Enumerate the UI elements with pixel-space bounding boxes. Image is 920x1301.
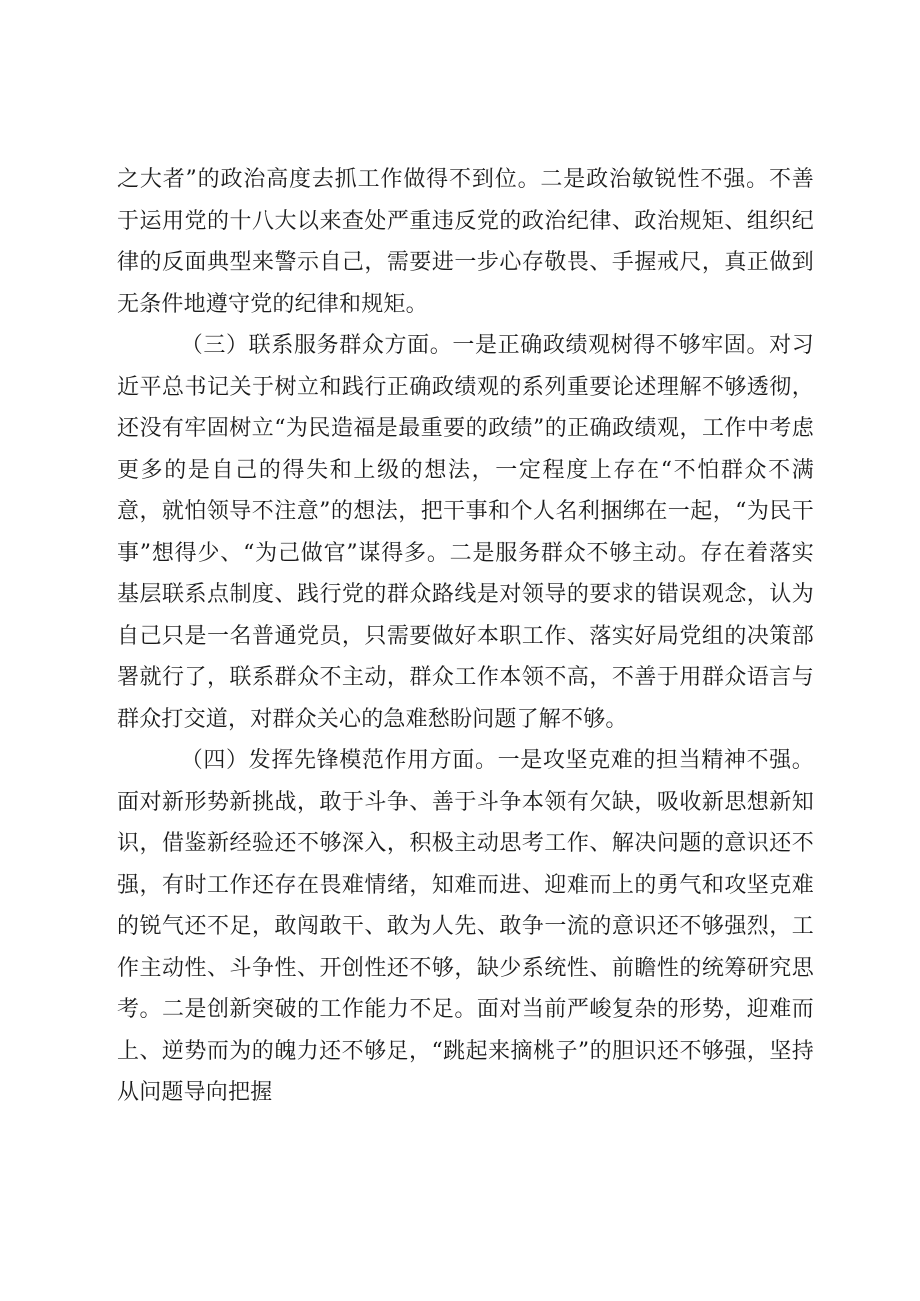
document-body	[117, 159, 814, 1114]
paragraph-section-3-mass-contact: （三）联系服务群众方面。一是正确政绩观树得不够牢固。对习近平总书记关于树立和践行正确政绩观的系列重要论述理解不够透彻，还没有牢固树立“为民造福是最重要的政绩”的正确政绩观，工作中考虑更多的是自己的得失和上级的想法，一定程度上存在“不怕群众不满意，就怕领导不注意”的想法，把干事和个人名利捆绑在一起，“为民干事”想得少、“为己做官”谋得多。二是服务群众不够主动。存在着落实基层联系点制度、践行党的群众路线是对领导的要求的错误观念，认为自己只是一名普通党员，只需要做好本职工作、落实好局党组的决策部署就行了，联系群众不主动，群众工作本领不高，不善于用群众语言与群众打交道，对群众关心的急难愁盼问题了解不够。	[117, 333, 814, 732]
paragraph-continuation: 之大者”的政治高度去抓工作做得不到位。二是政治敏锐性不强。不善于运用党的十八大以来查处严重违反党的政治纪律、政治规矩、组织纪律的反面典型来警示自己，需要进一步心存敬畏、手握戒尺，真正做到无条件地遵守党的纪律和规矩。	[117, 167, 814, 317]
paragraph-section-4-vanguard-role: （四）发挥先锋模范作用方面。一是攻坚克难的担当精神不强。面对新形势新挑战，敢于斗争、善于斗争本领有欠缺，吸收新思想新知识，借鉴新经验还不够深入，积极主动思考工作、解决问题的意识还不强，有时工作还存在畏难情绪，知难而进、迎难而上的勇气和攻坚克难的锐气还不足，敢闯敢干、敢为人先、敢争一流的意识还不够强烈，工作主动性、斗争性、开创性还不够，缺少系统性、前瞻性的统筹研究思考。二是创新突破的工作能力不足。面对当前严峻复杂的形势，迎难而上、逆势而为的魄力还不够足，“跳起来摘桃子”的胆识还不够强，坚持从问题导向把握	[117, 748, 814, 1105]
